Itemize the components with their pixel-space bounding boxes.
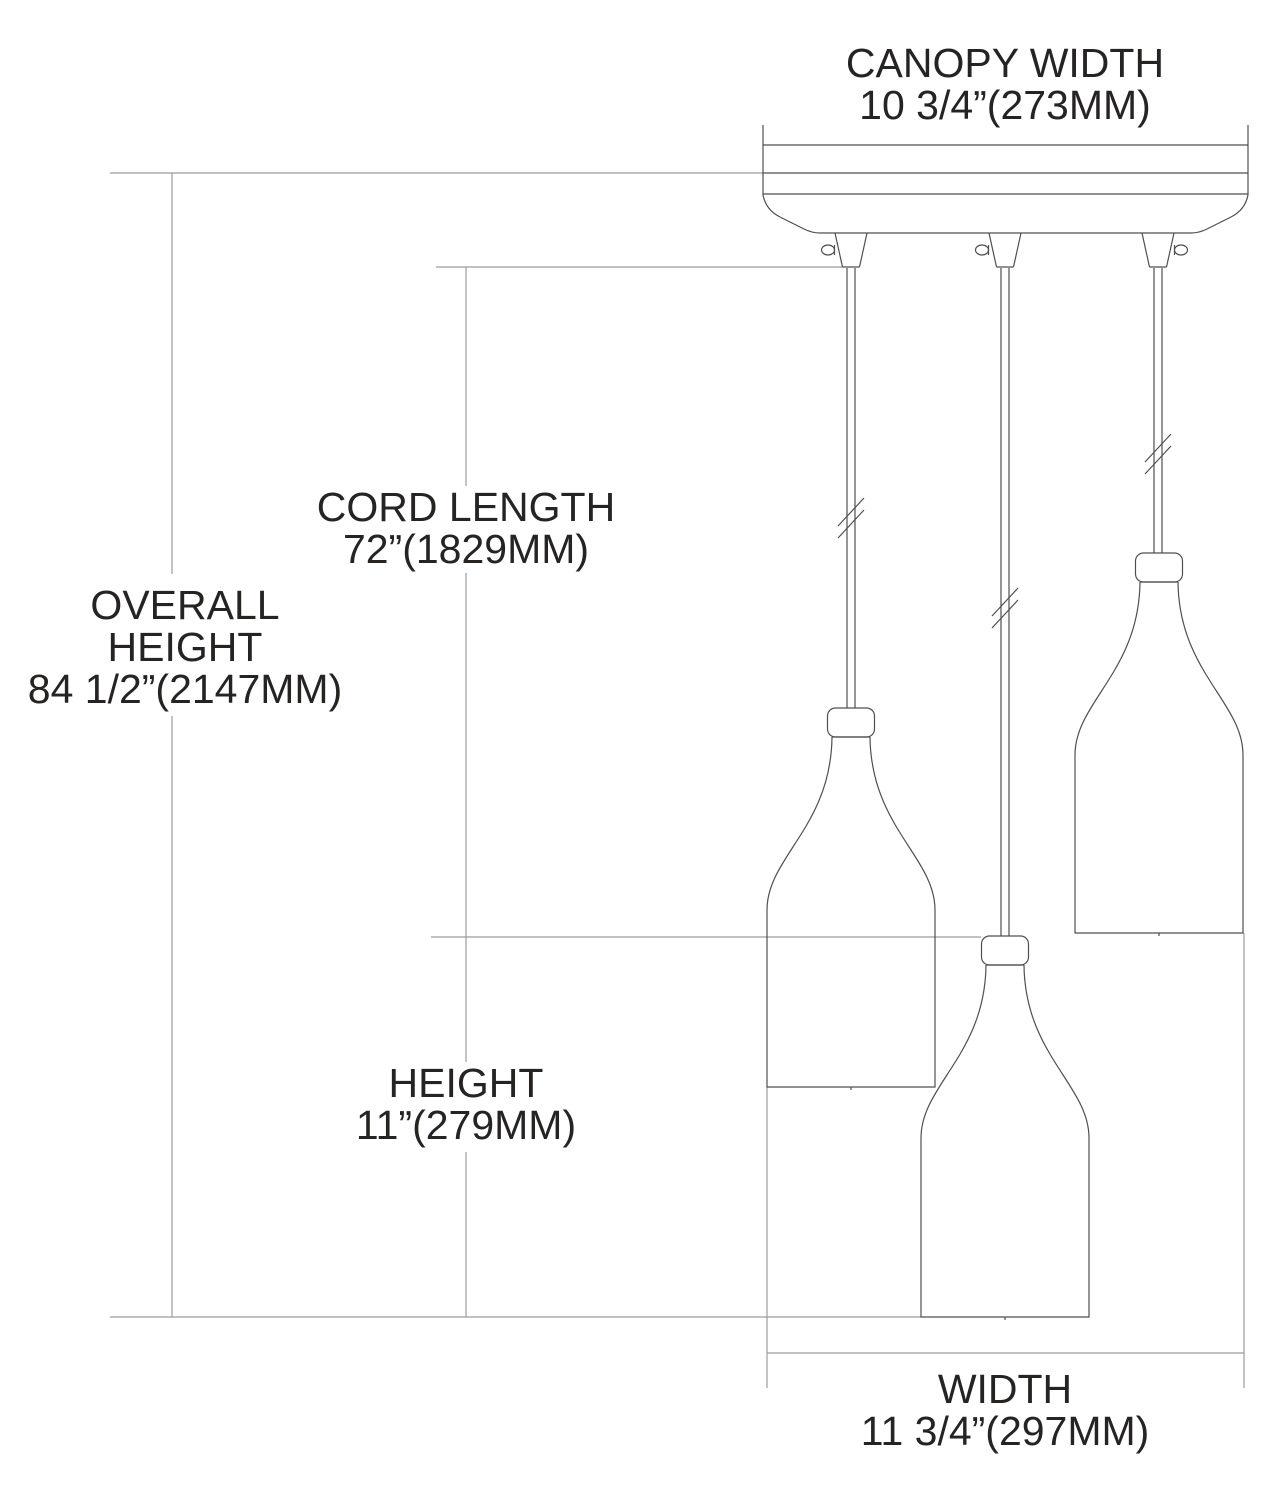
cord-break-left-icon <box>838 498 864 538</box>
cord-grips <box>822 233 1188 267</box>
cord-grip-right <box>1142 233 1188 267</box>
cord-length-label-line2: 72”(1829MM) <box>342 526 590 572</box>
overall-height-label-line1: OVERALL <box>90 582 280 628</box>
canopy <box>763 125 1248 233</box>
cord-grip-left <box>822 233 868 267</box>
shade-middle <box>921 965 1089 1320</box>
overall-height-label-line3: 84 1/2”(2147MM) <box>27 666 343 712</box>
cord-right <box>1154 268 1162 553</box>
cords <box>838 268 1171 936</box>
shade-height-label-line2: 11”(279MM) <box>355 1102 577 1148</box>
cord-length-label <box>311 486 621 570</box>
canopy-bottom-profile <box>763 195 1248 233</box>
cord-break-right-icon <box>1145 434 1171 474</box>
set-screw-icon <box>1175 245 1188 255</box>
overall-height-label <box>22 584 348 710</box>
socket-left <box>828 708 875 737</box>
canopy-width-label-line1: CANOPY WIDTH <box>845 40 1165 86</box>
fixture-width-label-line1: WIDTH <box>937 1366 1073 1412</box>
cord-length-label-line1: CORD LENGTH <box>316 484 616 530</box>
dimension-lines <box>110 173 1244 1388</box>
overall-height-label-line2: HEIGHT <box>107 624 263 670</box>
shades <box>767 582 1243 1320</box>
cord-grip-middle <box>976 233 1022 267</box>
canopy-width-label <box>840 42 1170 126</box>
canopy-width-label-line2: 10 3/4”(273MM) <box>859 82 1151 128</box>
fixture-width-label-line2: 11 3/4”(297MM) <box>860 1408 1150 1454</box>
set-screw-icon <box>822 245 835 255</box>
shade-height-label <box>350 1062 582 1146</box>
cord-left <box>847 268 855 708</box>
shade-height-label-line1: HEIGHT <box>388 1060 544 1106</box>
socket-middle <box>982 936 1029 965</box>
cord-break-middle-icon <box>992 588 1018 628</box>
socket-right <box>1136 553 1183 582</box>
shade-left <box>767 737 935 1090</box>
set-screw-icon <box>976 245 989 255</box>
shade-right <box>1075 582 1243 936</box>
fixture-width-label <box>855 1368 1156 1452</box>
